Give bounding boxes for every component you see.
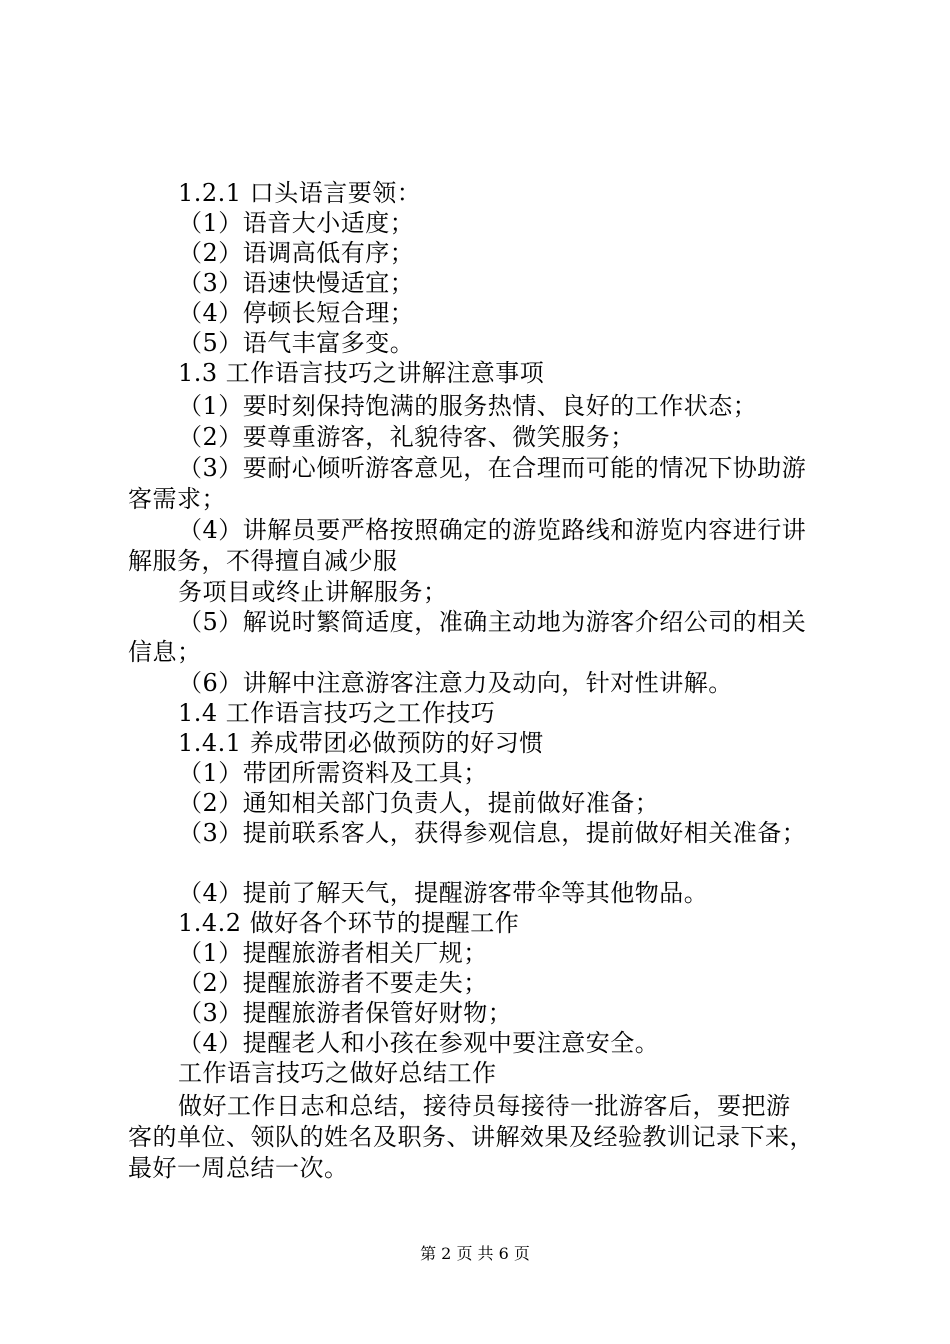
- heading-1-3: 1.3 工作语言技巧之讲解注意事项: [178, 359, 545, 387]
- paragraph-line: 最好一周总结一次。: [128, 1154, 349, 1182]
- heading-1-4-1: 1.4.1 养成带团必做预防的好习惯: [178, 729, 544, 757]
- section-heading: 工作语言技巧之做好总结工作: [178, 1059, 497, 1087]
- list-item: （2）要尊重游客，礼貌待客、微笑服务；: [178, 423, 635, 451]
- heading-1-2-1: 1.2.1 口头语言要领：: [178, 179, 422, 207]
- list-item: （1）提醒旅游者相关厂规；: [178, 939, 488, 967]
- list-item-continuation: 客需求；: [128, 485, 226, 513]
- list-item: （6）讲解中注意游客注意力及动向，针对性讲解。: [178, 669, 733, 697]
- list-item: （2）语调高低有序；: [178, 239, 415, 267]
- list-item-continuation: 解服务，不得擅自减少服: [128, 547, 398, 575]
- list-item: （1）带团所需资料及工具；: [178, 759, 488, 787]
- paragraph-line: 客的单位、领队的姓名及职务、讲解效果及经验教训记录下来，: [128, 1123, 814, 1151]
- heading-1-4-2: 1.4.2 做好各个环节的提醒工作: [178, 909, 520, 937]
- list-item: （2）提醒旅游者不要走失；: [178, 969, 488, 997]
- list-item: （4）提前了解天气，提醒游客带伞等其他物品。: [178, 879, 709, 907]
- list-item: （4）停顿长短合理；: [178, 299, 415, 327]
- list-item: （3）提醒旅游者保管好财物；: [178, 999, 513, 1027]
- list-item-continuation: 务项目或终止讲解服务；: [178, 578, 448, 606]
- list-item: （4）提醒老人和小孩在参观中要注意安全。: [178, 1029, 660, 1057]
- list-item: （1）要时刻保持饱满的服务热情、良好的工作状态；: [178, 392, 758, 420]
- list-item: （3）要耐心倾听游客意见，在合理而可能的情况下协助游: [178, 454, 807, 482]
- list-item-continuation: 信息；: [128, 638, 202, 666]
- list-item: （1）语音大小适度；: [178, 209, 415, 237]
- heading-1-4: 1.4 工作语言技巧之工作技巧: [178, 699, 496, 727]
- paragraph-line: 做好工作日志和总结，接待员每接待一批游客后，要把游: [178, 1092, 791, 1120]
- list-item: （2）通知相关部门负责人，提前做好准备；: [178, 789, 660, 817]
- list-item: （5）语气丰富多变。: [178, 329, 415, 357]
- page-footer: 第 2 页 共 6 页: [420, 1244, 530, 1263]
- list-item: （3）语速快慢适宜；: [178, 269, 415, 297]
- list-item: （5）解说时繁简适度，准确主动地为游客介绍公司的相关: [178, 608, 807, 636]
- list-item: （3）提前联系客人，获得参观信息，提前做好相关准备；: [178, 819, 807, 847]
- list-item: （4）讲解员要严格按照确定的游览路线和游览内容进行讲: [178, 516, 807, 544]
